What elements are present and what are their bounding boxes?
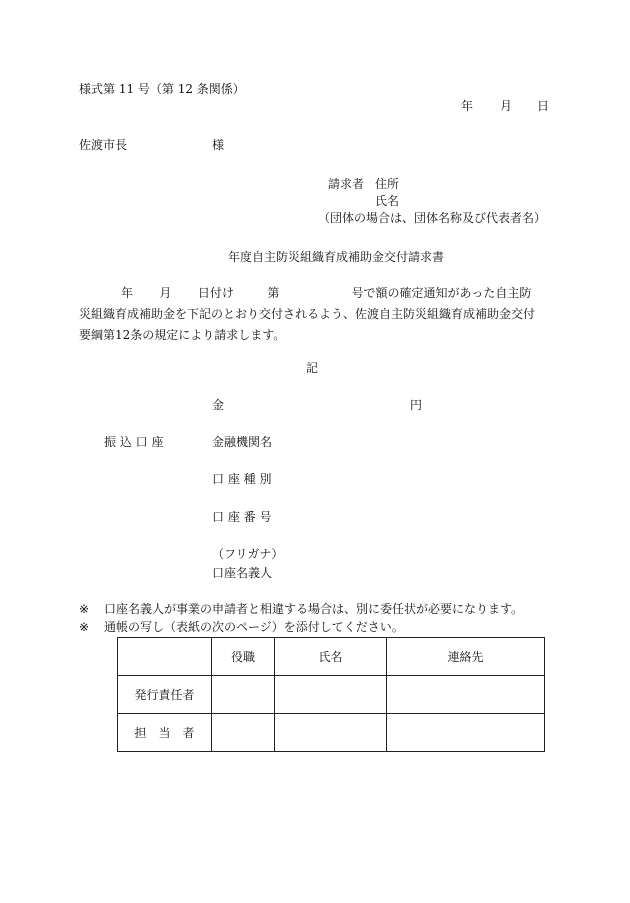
ki-marker: 記 xyxy=(306,361,319,375)
claimant-address-label: 住所 xyxy=(375,177,400,191)
date-day: 日 xyxy=(537,99,550,113)
row-label-person-in-charge: 担 当 者 xyxy=(118,714,212,752)
note-2 xyxy=(79,619,404,635)
table-header-row xyxy=(118,638,545,676)
date-year: 年 xyxy=(461,99,474,113)
form-number: 様式第 11 号（第 12 条関係） xyxy=(79,82,245,96)
body-line3: 要綱第12条の規定により請求します。 xyxy=(79,328,286,342)
claimant-label: 請求者 xyxy=(328,177,365,191)
table-header-blank xyxy=(118,638,212,676)
responsibility-table xyxy=(117,637,545,752)
table-header-contact: 連絡先 xyxy=(387,638,545,676)
claimant-group-note: （団体の場合は、団体名称及び代表者名） xyxy=(318,211,547,225)
furigana-label: （フリガナ） xyxy=(212,547,284,561)
table-header-position: 役職 xyxy=(212,638,275,676)
body-month: 月 xyxy=(159,286,172,300)
table-row xyxy=(118,676,545,714)
cell-name[interactable] xyxy=(275,676,387,714)
body-number-prefix: 第 xyxy=(267,286,280,300)
table-header-name: 氏名 xyxy=(275,638,387,676)
addressee-honorific: 様 xyxy=(212,138,225,152)
body-line2: 災組織育成補助金を下記のとおり交付されるよう、佐渡自主防災組織育成補助金交付 xyxy=(79,307,536,321)
amount-label: 金 xyxy=(212,398,225,412)
note-text: 口座名義人が事業の申請者と相違する場合は、別に委任状が必要になります。 xyxy=(104,602,524,616)
body-year: 年 xyxy=(121,286,134,300)
cell-name[interactable] xyxy=(275,714,387,752)
body-dated: 日付け xyxy=(197,286,234,300)
amount-unit: 円 xyxy=(410,398,423,412)
body-line1-tail: 号で額の確定通知があった自主防 xyxy=(351,286,532,300)
date-month: 月 xyxy=(500,99,513,113)
note-text: 通帳の写し（表紙の次のページ）を添付してください。 xyxy=(104,620,404,634)
bank-name-label: 金融機関名 xyxy=(212,435,273,449)
body-paragraph xyxy=(79,283,549,346)
account-type-label: 口 座 種 別 xyxy=(212,472,272,486)
note-mark: ※ xyxy=(79,620,90,634)
account-holder-label: 口座名義人 xyxy=(212,566,273,580)
cell-contact[interactable] xyxy=(387,676,545,714)
note-mark: ※ xyxy=(79,602,90,616)
transfer-section-label: 振 込 口 座 xyxy=(104,435,164,449)
row-label-issuer: 発行責任者 xyxy=(118,676,212,714)
table-row xyxy=(118,714,545,752)
cell-position[interactable] xyxy=(212,714,275,752)
cell-position[interactable] xyxy=(212,676,275,714)
cell-contact[interactable] xyxy=(387,714,545,752)
account-number-label: 口 座 番 号 xyxy=(212,510,272,524)
claimant-name-label: 氏名 xyxy=(375,194,400,208)
document-title: 年度自主防災組織育成補助金交付請求書 xyxy=(228,250,445,264)
note-1 xyxy=(79,601,523,617)
addressee-name: 佐渡市長 xyxy=(79,138,128,152)
